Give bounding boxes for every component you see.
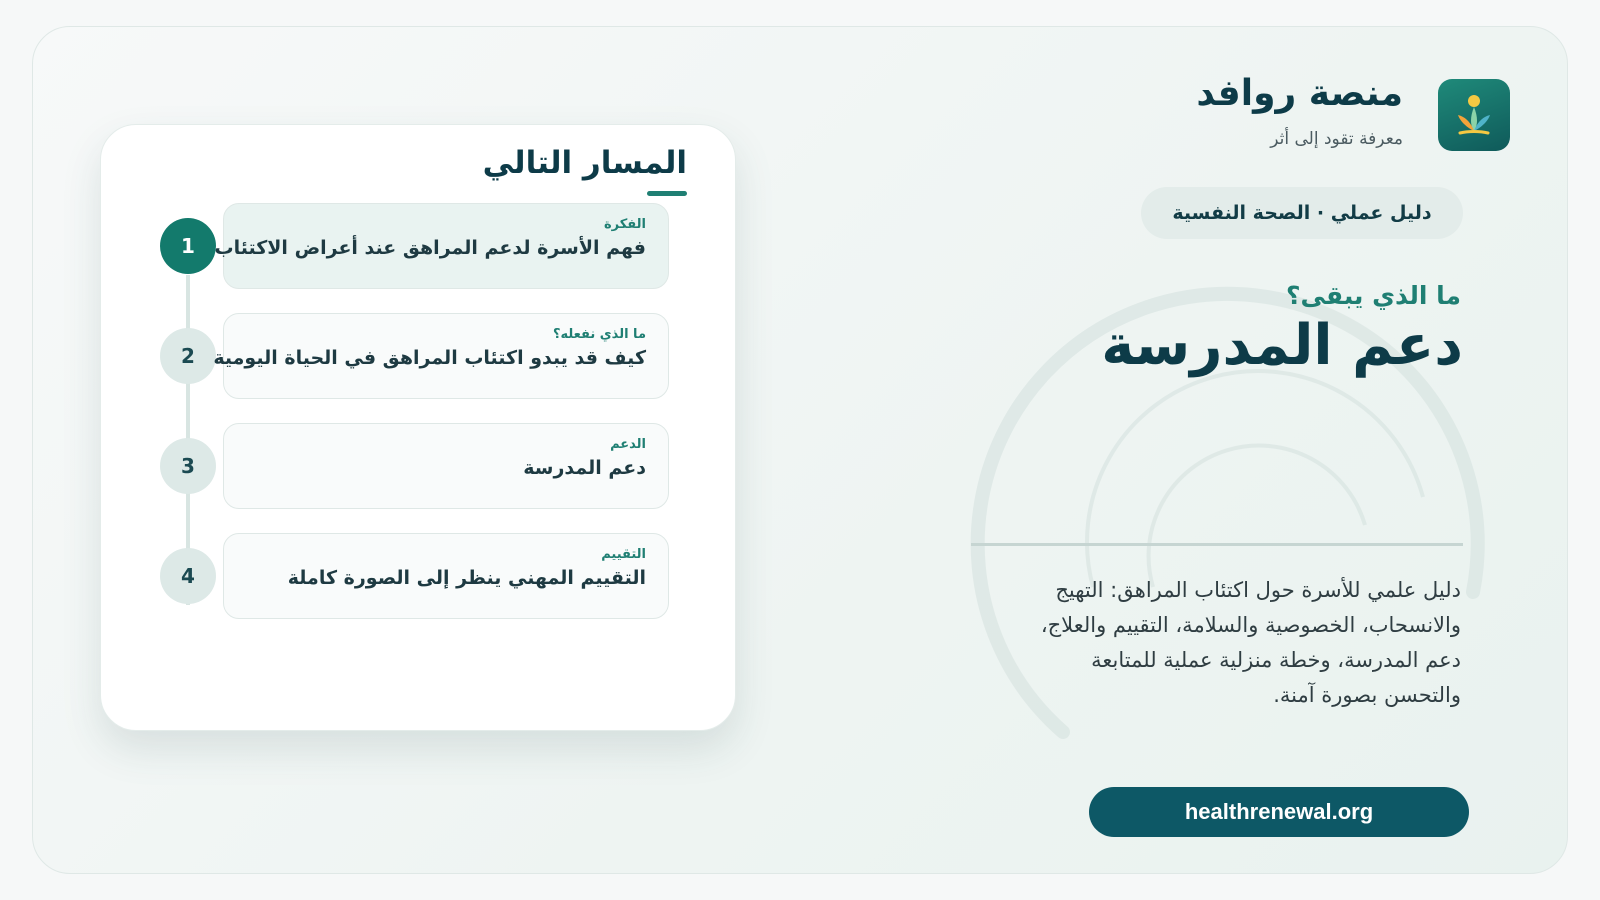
step-tag: الفكرة xyxy=(603,217,646,232)
title-underline xyxy=(647,191,687,196)
step-tag: التقييم xyxy=(601,547,646,562)
next-path-card xyxy=(100,124,736,731)
brand-logo xyxy=(1438,79,1510,151)
lotus-sun-icon xyxy=(1446,87,1502,143)
step-text: التقييم المهني ينظر إلى الصورة كاملة xyxy=(287,567,646,589)
step-text: كيف قد يبدو اكتئاب المراهق في الحياة اليومية xyxy=(213,347,646,369)
step-text: فهم الأسرة لدعم المراهق عند أعراض الاكتئاب xyxy=(214,237,646,259)
hero-kicker: ما الذي يبقى؟ xyxy=(1286,281,1461,310)
step-number-2: 2 xyxy=(160,328,216,384)
step-number-3: 3 xyxy=(160,438,216,494)
step-number-1: 1 xyxy=(160,218,216,274)
step-tag: ما الذي نفعله؟ xyxy=(552,327,646,342)
step-item-3[interactable] xyxy=(223,423,669,509)
divider xyxy=(971,543,1463,546)
step-item-2[interactable] xyxy=(213,313,669,399)
category-badge: دليل عملي · الصحة النفسية xyxy=(1141,187,1463,239)
step-text: دعم المدرسة xyxy=(523,457,646,479)
slide-frame xyxy=(32,26,1568,874)
step-item-4[interactable] xyxy=(223,533,669,619)
step-tag: الدعم xyxy=(610,437,646,452)
card-title: المسار التالي xyxy=(482,145,687,181)
brand-tagline: معرفة تقود إلى أثر xyxy=(1270,129,1403,149)
hero-title: دعم المدرسة xyxy=(1101,313,1463,378)
step-number-4: 4 xyxy=(160,548,216,604)
brand-name: منصة روافد xyxy=(1196,73,1403,114)
website-link-button[interactable]: healthrenewal.org xyxy=(1089,787,1469,837)
step-item-1[interactable] xyxy=(214,203,669,289)
description-text: دليل علمي للأسرة حول اكتئاب المراهق: التهيج والانسحاب، الخصوصية والسلامة، التقييم والعلاج، دعم المدرسة، وخطة منزلية عملية للمتابعة والتحسن بصورة آمنة. xyxy=(1040,578,1461,707)
